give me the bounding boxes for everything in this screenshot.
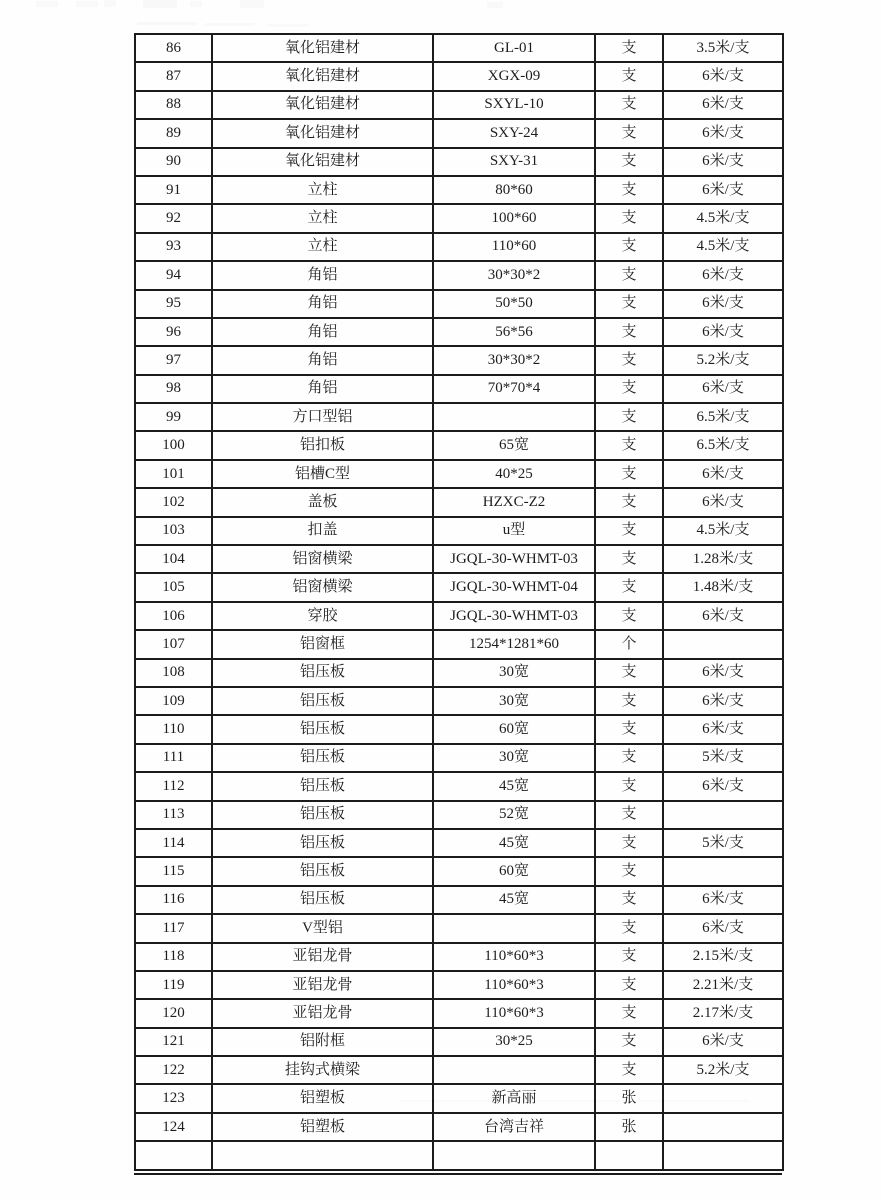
row-number-cell: 124 xyxy=(135,1113,212,1141)
row-number-cell: 109 xyxy=(135,687,212,715)
item-name-cell: 铝窗框 xyxy=(212,630,433,658)
item-name-cell: 立柱 xyxy=(212,176,433,204)
item-name-cell: 方口型铝 xyxy=(212,403,433,431)
row-number-cell: 111 xyxy=(135,744,212,772)
row-number-cell xyxy=(135,1141,212,1169)
item-unit-cell: 支 xyxy=(595,318,663,346)
item-length-per-unit-cell: 6米/支 xyxy=(663,914,783,942)
table-row xyxy=(135,176,783,204)
scan-artifact xyxy=(104,0,116,7)
item-unit-cell: 支 xyxy=(595,204,663,232)
item-spec-cell: 80*60 xyxy=(433,176,595,204)
item-name-cell: 铝扣板 xyxy=(212,431,433,459)
table-row xyxy=(135,517,783,545)
item-unit-cell: 支 xyxy=(595,1028,663,1056)
table-row xyxy=(135,460,783,488)
scan-artifact xyxy=(487,2,503,8)
scan-artifact xyxy=(240,0,264,8)
item-spec-cell: 65宽 xyxy=(433,431,595,459)
table-row xyxy=(135,62,783,90)
row-number-cell: 101 xyxy=(135,460,212,488)
item-name-cell: V型铝 xyxy=(212,914,433,942)
item-length-per-unit-cell xyxy=(663,630,783,658)
row-number-cell: 98 xyxy=(135,375,212,403)
item-length-per-unit-cell: 4.5米/支 xyxy=(663,233,783,261)
item-length-per-unit-cell: 6米/支 xyxy=(663,687,783,715)
row-number-cell: 119 xyxy=(135,971,212,999)
item-name-cell: 立柱 xyxy=(212,204,433,232)
table-row xyxy=(135,290,783,318)
item-name-cell: 铝压板 xyxy=(212,857,433,885)
item-name-cell: 氧化铝建材 xyxy=(212,34,433,62)
item-spec-cell: 56*56 xyxy=(433,318,595,346)
item-spec-cell: 60宽 xyxy=(433,715,595,743)
table-row xyxy=(135,857,783,885)
row-number-cell: 105 xyxy=(135,573,212,601)
table-row xyxy=(135,1028,783,1056)
item-spec-cell: u型 xyxy=(433,517,595,545)
table-row xyxy=(135,1113,783,1141)
row-number-cell: 117 xyxy=(135,914,212,942)
table-body xyxy=(135,34,783,1170)
table-row xyxy=(135,318,783,346)
scan-artifact xyxy=(190,1,202,7)
row-number-cell: 123 xyxy=(135,1084,212,1112)
item-unit-cell: 张 xyxy=(595,1113,663,1141)
item-spec-cell: 110*60 xyxy=(433,233,595,261)
scan-artifact xyxy=(76,1,98,7)
item-unit-cell: 支 xyxy=(595,431,663,459)
table-row xyxy=(135,431,783,459)
table-row xyxy=(135,659,783,687)
item-unit-cell: 支 xyxy=(595,801,663,829)
row-number-cell: 114 xyxy=(135,829,212,857)
item-name-cell xyxy=(212,1141,433,1169)
item-length-per-unit-cell xyxy=(663,1113,783,1141)
row-number-cell: 87 xyxy=(135,62,212,90)
item-name-cell: 角铝 xyxy=(212,318,433,346)
row-number-cell: 120 xyxy=(135,999,212,1027)
item-unit-cell: 支 xyxy=(595,971,663,999)
item-name-cell: 穿胶 xyxy=(212,602,433,630)
item-length-per-unit-cell: 6米/支 xyxy=(663,290,783,318)
item-name-cell: 氧化铝建材 xyxy=(212,62,433,90)
item-name-cell: 氧化铝建材 xyxy=(212,91,433,119)
table-row xyxy=(135,630,783,658)
item-unit-cell: 支 xyxy=(595,659,663,687)
item-length-per-unit-cell: 4.5米/支 xyxy=(663,204,783,232)
item-spec-cell: 60宽 xyxy=(433,857,595,885)
item-unit-cell: 支 xyxy=(595,857,663,885)
row-number-cell: 122 xyxy=(135,1056,212,1084)
item-unit-cell: 支 xyxy=(595,346,663,374)
item-unit-cell: 支 xyxy=(595,91,663,119)
item-name-cell: 铝塑板 xyxy=(212,1084,433,1112)
table-row xyxy=(135,886,783,914)
row-number-cell: 90 xyxy=(135,148,212,176)
row-number-cell: 112 xyxy=(135,772,212,800)
item-unit-cell: 支 xyxy=(595,943,663,971)
item-spec-cell: SXY-31 xyxy=(433,148,595,176)
item-spec-cell: 52宽 xyxy=(433,801,595,829)
table-row xyxy=(135,999,783,1027)
item-spec-cell: GL-01 xyxy=(433,34,595,62)
item-spec-cell: HZXC-Z2 xyxy=(433,488,595,516)
item-name-cell: 铝压板 xyxy=(212,829,433,857)
item-spec-cell: 50*50 xyxy=(433,290,595,318)
scan-artifact xyxy=(36,1,58,7)
item-length-per-unit-cell: 6米/支 xyxy=(663,91,783,119)
item-spec-cell: 110*60*3 xyxy=(433,971,595,999)
item-unit-cell: 支 xyxy=(595,886,663,914)
item-length-per-unit-cell xyxy=(663,1141,783,1169)
item-name-cell: 铝窗横梁 xyxy=(212,545,433,573)
row-number-cell: 115 xyxy=(135,857,212,885)
item-name-cell: 扣盖 xyxy=(212,517,433,545)
row-number-cell: 89 xyxy=(135,119,212,147)
table-row xyxy=(135,801,783,829)
item-unit-cell: 个 xyxy=(595,630,663,658)
item-spec-cell: 1254*1281*60 xyxy=(433,630,595,658)
item-length-per-unit-cell: 4.5米/支 xyxy=(663,517,783,545)
item-length-per-unit-cell: 6米/支 xyxy=(663,176,783,204)
row-number-cell: 96 xyxy=(135,318,212,346)
item-name-cell: 铝塑板 xyxy=(212,1113,433,1141)
item-spec-cell: XGX-09 xyxy=(433,62,595,90)
item-length-per-unit-cell: 6米/支 xyxy=(663,119,783,147)
materials-table xyxy=(134,33,784,1171)
item-name-cell: 亚铝龙骨 xyxy=(212,943,433,971)
table-row xyxy=(135,148,783,176)
table-row xyxy=(135,488,783,516)
row-number-cell: 118 xyxy=(135,943,212,971)
item-unit-cell: 支 xyxy=(595,290,663,318)
row-number-cell: 103 xyxy=(135,517,212,545)
item-unit-cell: 支 xyxy=(595,999,663,1027)
item-spec-cell: 45宽 xyxy=(433,772,595,800)
item-length-per-unit-cell: 3.5米/支 xyxy=(663,34,783,62)
row-number-cell: 106 xyxy=(135,602,212,630)
item-spec-cell xyxy=(433,1141,595,1169)
item-length-per-unit-cell: 6米/支 xyxy=(663,488,783,516)
item-unit-cell: 支 xyxy=(595,148,663,176)
item-spec-cell: JGQL-30-WHMT-03 xyxy=(433,545,595,573)
item-name-cell: 铝压板 xyxy=(212,715,433,743)
item-spec-cell: 40*25 xyxy=(433,460,595,488)
item-length-per-unit-cell: 6米/支 xyxy=(663,261,783,289)
scan-artifact xyxy=(205,23,255,26)
row-number-cell: 92 xyxy=(135,204,212,232)
item-name-cell: 角铝 xyxy=(212,375,433,403)
row-number-cell: 104 xyxy=(135,545,212,573)
item-spec-cell xyxy=(433,1056,595,1084)
table-row xyxy=(135,233,783,261)
table-row xyxy=(135,829,783,857)
table-row xyxy=(135,346,783,374)
item-name-cell: 亚铝龙骨 xyxy=(212,971,433,999)
table-row xyxy=(135,772,783,800)
item-unit-cell: 支 xyxy=(595,1056,663,1084)
item-spec-cell: 30*30*2 xyxy=(433,261,595,289)
table-row xyxy=(135,375,783,403)
item-length-per-unit-cell: 1.48米/支 xyxy=(663,573,783,601)
item-spec-cell: 110*60*3 xyxy=(433,943,595,971)
item-name-cell: 氧化铝建材 xyxy=(212,119,433,147)
table-row xyxy=(135,204,783,232)
item-spec-cell: SXYL-10 xyxy=(433,91,595,119)
item-length-per-unit-cell: 6米/支 xyxy=(663,715,783,743)
item-length-per-unit-cell: 5.2米/支 xyxy=(663,346,783,374)
item-length-per-unit-cell: 2.15米/支 xyxy=(663,943,783,971)
table-row xyxy=(135,744,783,772)
item-spec-cell xyxy=(433,403,595,431)
row-number-cell: 116 xyxy=(135,886,212,914)
item-name-cell: 亚铝龙骨 xyxy=(212,999,433,1027)
item-length-per-unit-cell: 6米/支 xyxy=(663,1028,783,1056)
item-unit-cell: 支 xyxy=(595,261,663,289)
row-number-cell: 113 xyxy=(135,801,212,829)
scan-artifact xyxy=(137,22,197,25)
row-number-cell: 86 xyxy=(135,34,212,62)
item-length-per-unit-cell: 2.17米/支 xyxy=(663,999,783,1027)
item-spec-cell: SXY-24 xyxy=(433,119,595,147)
item-length-per-unit-cell: 6.5米/支 xyxy=(663,431,783,459)
item-name-cell: 铝压板 xyxy=(212,744,433,772)
item-name-cell: 铝压板 xyxy=(212,886,433,914)
scan-artifact xyxy=(268,24,308,27)
item-length-per-unit-cell: 6米/支 xyxy=(663,659,783,687)
item-name-cell: 立柱 xyxy=(212,233,433,261)
item-unit-cell: 支 xyxy=(595,488,663,516)
item-length-per-unit-cell: 6米/支 xyxy=(663,62,783,90)
item-length-per-unit-cell: 6米/支 xyxy=(663,148,783,176)
item-spec-cell: 70*70*4 xyxy=(433,375,595,403)
item-spec-cell: 110*60*3 xyxy=(433,999,595,1027)
item-name-cell: 氧化铝建材 xyxy=(212,148,433,176)
row-number-cell: 94 xyxy=(135,261,212,289)
item-length-per-unit-cell xyxy=(663,857,783,885)
item-name-cell: 铝压板 xyxy=(212,801,433,829)
item-unit-cell: 张 xyxy=(595,1084,663,1112)
table-row xyxy=(135,261,783,289)
item-spec-cell: 台湾吉祥 xyxy=(433,1113,595,1141)
item-spec-cell: 30宽 xyxy=(433,659,595,687)
table-row xyxy=(135,119,783,147)
item-spec-cell: 30*25 xyxy=(433,1028,595,1056)
item-unit-cell: 支 xyxy=(595,772,663,800)
item-spec-cell: 30宽 xyxy=(433,744,595,772)
row-number-cell: 121 xyxy=(135,1028,212,1056)
table-row xyxy=(135,91,783,119)
item-spec-cell: 45宽 xyxy=(433,829,595,857)
item-spec-cell: 45宽 xyxy=(433,886,595,914)
item-unit-cell: 支 xyxy=(595,34,663,62)
row-number-cell: 99 xyxy=(135,403,212,431)
item-name-cell: 铝窗横梁 xyxy=(212,573,433,601)
row-number-cell: 110 xyxy=(135,715,212,743)
item-spec-cell: 100*60 xyxy=(433,204,595,232)
table-row xyxy=(135,715,783,743)
item-name-cell: 角铝 xyxy=(212,290,433,318)
item-name-cell: 角铝 xyxy=(212,346,433,374)
scan-artifact xyxy=(143,0,177,8)
table-row xyxy=(135,403,783,431)
item-spec-cell: JGQL-30-WHMT-04 xyxy=(433,573,595,601)
table-row xyxy=(135,602,783,630)
item-unit-cell: 支 xyxy=(595,687,663,715)
item-unit-cell: 支 xyxy=(595,715,663,743)
row-number-cell: 102 xyxy=(135,488,212,516)
item-length-per-unit-cell: 6米/支 xyxy=(663,460,783,488)
item-length-per-unit-cell: 5米/支 xyxy=(663,744,783,772)
item-unit-cell: 支 xyxy=(595,119,663,147)
row-number-cell: 91 xyxy=(135,176,212,204)
item-unit-cell: 支 xyxy=(595,375,663,403)
table-row xyxy=(135,1084,783,1112)
table-row xyxy=(135,573,783,601)
row-number-cell: 88 xyxy=(135,91,212,119)
item-name-cell: 铝压板 xyxy=(212,772,433,800)
item-length-per-unit-cell: 6米/支 xyxy=(663,375,783,403)
item-unit-cell: 支 xyxy=(595,545,663,573)
item-name-cell: 铝压板 xyxy=(212,687,433,715)
materials-table-wrap xyxy=(134,33,782,1175)
table-row xyxy=(135,943,783,971)
row-number-cell: 108 xyxy=(135,659,212,687)
row-number-cell: 93 xyxy=(135,233,212,261)
row-number-cell: 100 xyxy=(135,431,212,459)
item-length-per-unit-cell: 6米/支 xyxy=(663,886,783,914)
table-row xyxy=(135,34,783,62)
item-spec-cell: JGQL-30-WHMT-03 xyxy=(433,602,595,630)
item-length-per-unit-cell: 5米/支 xyxy=(663,829,783,857)
item-name-cell: 铝槽C型 xyxy=(212,460,433,488)
item-length-per-unit-cell: 6米/支 xyxy=(663,772,783,800)
item-length-per-unit-cell xyxy=(663,801,783,829)
item-unit-cell: 支 xyxy=(595,403,663,431)
item-length-per-unit-cell: 1.28米/支 xyxy=(663,545,783,573)
item-name-cell: 角铝 xyxy=(212,261,433,289)
item-unit-cell: 支 xyxy=(595,460,663,488)
row-number-cell: 97 xyxy=(135,346,212,374)
item-unit-cell: 支 xyxy=(595,176,663,204)
item-unit-cell: 支 xyxy=(595,914,663,942)
item-name-cell: 挂钩式横梁 xyxy=(212,1056,433,1084)
item-name-cell: 盖板 xyxy=(212,488,433,516)
item-unit-cell xyxy=(595,1141,663,1169)
item-unit-cell: 支 xyxy=(595,517,663,545)
item-spec-cell: 30*30*2 xyxy=(433,346,595,374)
table-row xyxy=(135,1141,783,1169)
table-row xyxy=(135,1056,783,1084)
item-spec-cell: 新高丽 xyxy=(433,1084,595,1112)
row-number-cell: 95 xyxy=(135,290,212,318)
item-unit-cell: 支 xyxy=(595,62,663,90)
table-row xyxy=(135,687,783,715)
item-length-per-unit-cell xyxy=(663,1084,783,1112)
item-length-per-unit-cell: 6米/支 xyxy=(663,318,783,346)
table-row xyxy=(135,914,783,942)
row-number-cell: 107 xyxy=(135,630,212,658)
item-unit-cell: 支 xyxy=(595,829,663,857)
item-spec-cell: 30宽 xyxy=(433,687,595,715)
item-length-per-unit-cell: 5.2米/支 xyxy=(663,1056,783,1084)
item-length-per-unit-cell: 6米/支 xyxy=(663,602,783,630)
item-name-cell: 铝附框 xyxy=(212,1028,433,1056)
item-unit-cell: 支 xyxy=(595,233,663,261)
item-unit-cell: 支 xyxy=(595,573,663,601)
item-unit-cell: 支 xyxy=(595,744,663,772)
item-spec-cell xyxy=(433,914,595,942)
item-name-cell: 铝压板 xyxy=(212,659,433,687)
item-length-per-unit-cell: 2.21米/支 xyxy=(663,971,783,999)
item-unit-cell: 支 xyxy=(595,602,663,630)
table-row xyxy=(135,545,783,573)
item-length-per-unit-cell: 6.5米/支 xyxy=(663,403,783,431)
table-row xyxy=(135,971,783,999)
